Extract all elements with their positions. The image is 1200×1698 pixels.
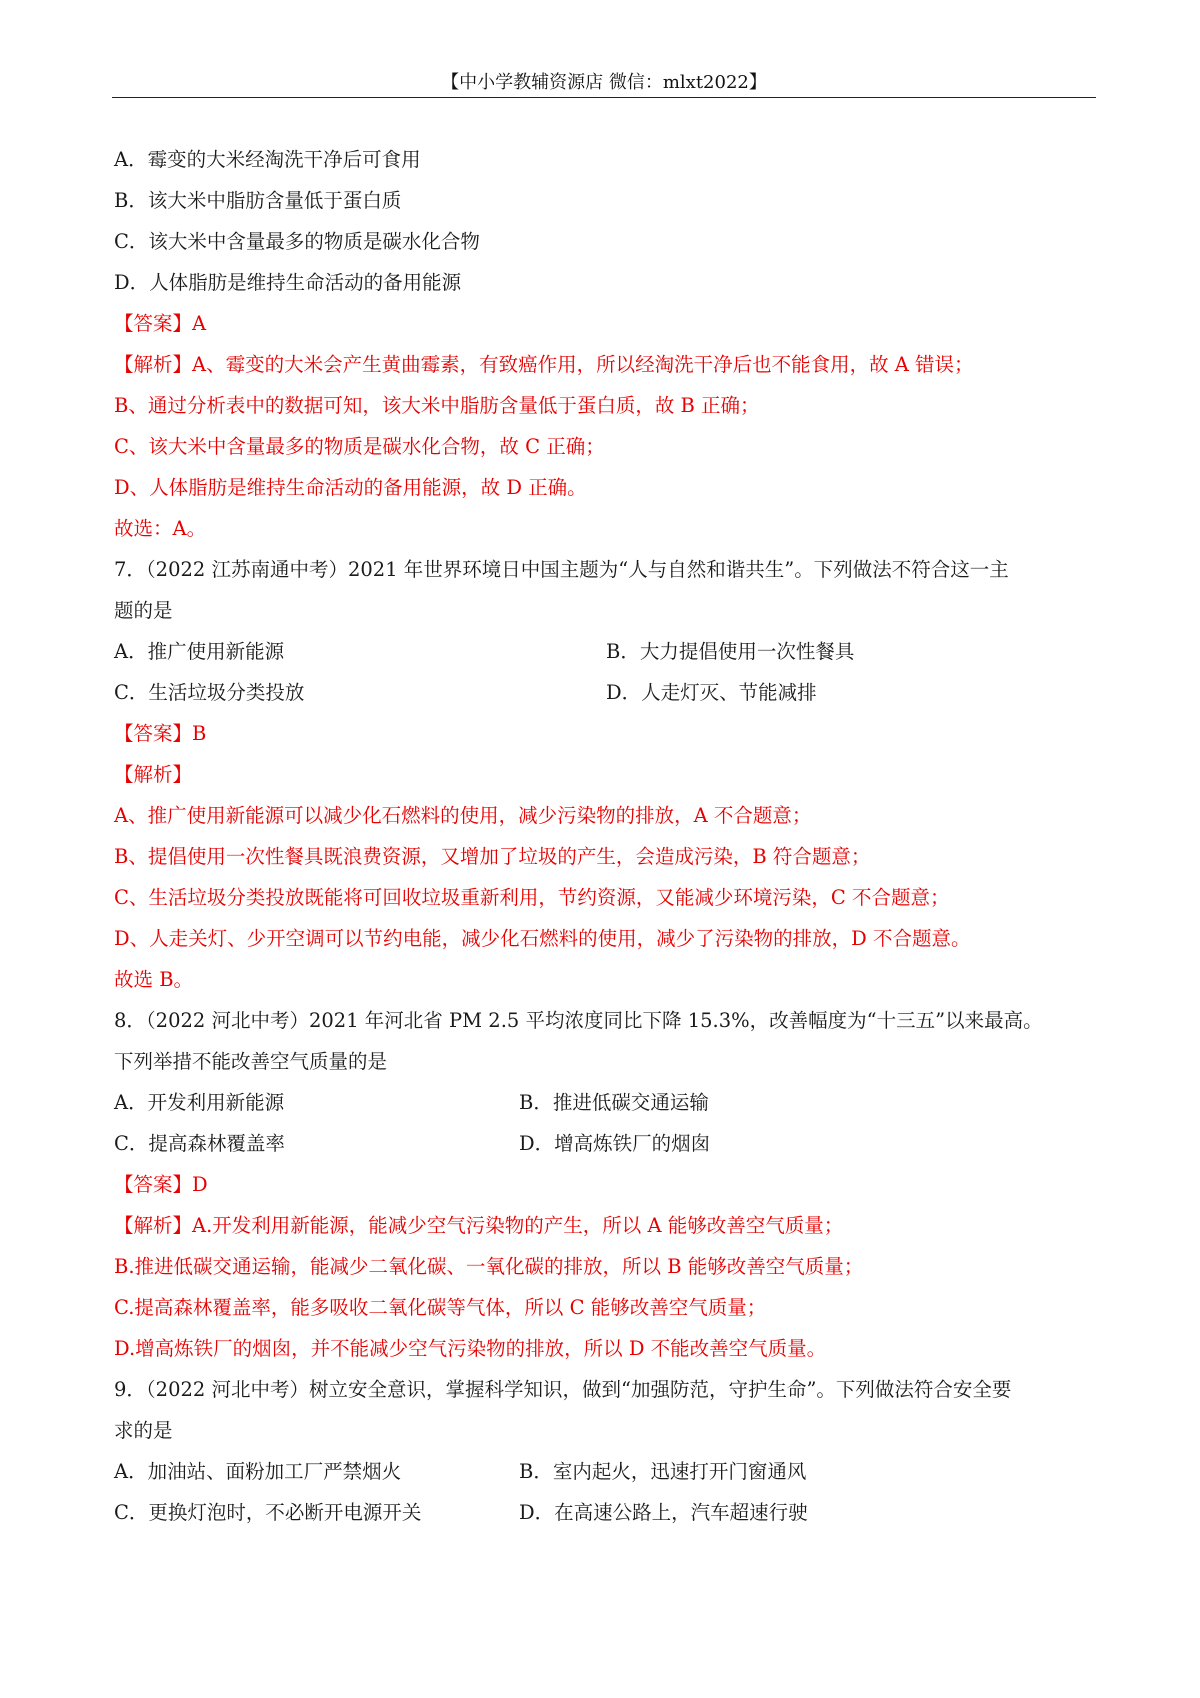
q9-option-d: D．在高速公路上，汽车超速行驶 xyxy=(519,1501,808,1524)
header-divider xyxy=(112,97,1096,98)
q6-analysis-line: 【解析】A、霉变的大米会产生黄曲霉素，有致癌作用，所以经淘洗干净后也不能食用，故 A 错误； xyxy=(114,353,974,376)
q6-option-b: B．该大米中脂肪含量低于蛋白质 xyxy=(114,189,402,212)
q9-stem-line: 9．（2022 河北中考）树立安全意识，掌握科学知识，做到“加强防范，守护生命”。下列做法符合安全要 xyxy=(114,1378,1012,1401)
q7-analysis-line: D、人走关灯、少开空调可以节约电能，减少化石燃料的使用，减少了污染物的排放，D 不合题意。 xyxy=(114,927,971,950)
q7-option-c: C．生活垃圾分类投放 xyxy=(114,681,305,704)
q6-analysis-line: B、通过分析表中的数据可知，该大米中脂肪含量低于蛋白质，故 B 正确； xyxy=(114,394,760,417)
q8-option-a: A．开发利用新能源 xyxy=(114,1091,285,1114)
q7-stem-line: 7．（2022 江苏南通中考）2021 年世界环境日中国主题为“人与自然和谐共生”。下列做法不符合这一主 xyxy=(114,558,1009,581)
q8-answer: 【答案】D xyxy=(114,1173,208,1196)
q8-stem-line: 8．（2022 河北中考）2021 年河北省 PM 2.5 平均浓度同比下降 15.3%，改善幅度为“十三五”以来最高。 xyxy=(114,1009,1043,1032)
q6-option-a: A．霉变的大米经淘洗干净后可食用 xyxy=(114,148,421,171)
q8-analysis-line: D.增高炼铁厂的烟囱，并不能减少空气污染物的排放，所以 D 不能改善空气质量。 xyxy=(114,1337,827,1360)
q7-analysis-line: A、推广使用新能源可以减少化石燃料的使用，减少污染物的排放，A 不合题意； xyxy=(114,804,812,827)
q9-option-a: A．加油站、面粉加工厂严禁烟火 xyxy=(114,1460,402,1483)
q7-option-a: A．推广使用新能源 xyxy=(114,640,285,663)
q8-option-b: B．推进低碳交通运输 xyxy=(519,1091,709,1114)
q8-option-d: D．增高炼铁厂的烟囱 xyxy=(519,1132,711,1155)
q7-conclusion: 故选 B。 xyxy=(114,968,194,991)
q9-option-b: B．室内起火，迅速打开门窗通风 xyxy=(519,1460,807,1483)
q9-stem-line: 求的是 xyxy=(114,1419,173,1442)
q7-option-d: D．人走灯灭、节能减排 xyxy=(606,681,817,704)
page-header: 【中小学教辅资源店 微信：mlxt2022】 xyxy=(441,72,767,93)
q6-answer: 【答案】A xyxy=(114,312,207,335)
q7-option-b: B．大力提倡使用一次性餐具 xyxy=(606,640,855,663)
q8-analysis-line: C.提高森林覆盖率，能多吸收二氧化碳等气体，所以 C 能够改善空气质量； xyxy=(114,1296,767,1319)
q7-answer: 【答案】B xyxy=(114,722,207,745)
q8-analysis-line: 【解析】A.开发利用新能源，能减少空气污染物的产生，所以 A 能够改善空气质量； xyxy=(114,1214,844,1237)
q8-stem-line: 下列举措不能改善空气质量的是 xyxy=(114,1050,388,1073)
q8-analysis-line: B.推进低碳交通运输，能减少二氧化碳、一氧化碳的排放，所以 B 能够改善空气质量； xyxy=(114,1255,864,1278)
q6-analysis-line: D、人体脂肪是维持生命活动的备用能源，故 D 正确。 xyxy=(114,476,587,499)
q6-option-d: D．人体脂肪是维持生命活动的备用能源 xyxy=(114,271,462,294)
q8-option-c: C．提高森林覆盖率 xyxy=(114,1132,285,1155)
q6-analysis-line: C、该大米中含量最多的物质是碳水化合物，故 C 正确； xyxy=(114,435,605,458)
q7-analysis-line: C、生活垃圾分类投放既能将可回收垃圾重新利用，节约资源，又能减少环境污染，C 不合题意； xyxy=(114,886,950,909)
q7-analysis-line: B、提倡使用一次性餐具既浪费资源，又增加了垃圾的产生，会造成污染，B 符合题意； xyxy=(114,845,871,868)
q7-analysis-title: 【解析】 xyxy=(114,763,193,786)
q6-conclusion: 故选：A。 xyxy=(114,517,207,540)
q6-option-c: C．该大米中含量最多的物质是碳水化合物 xyxy=(114,230,480,253)
q7-stem-line: 题的是 xyxy=(114,599,173,622)
q9-option-c: C．更换灯泡时，不必断开电源开关 xyxy=(114,1501,422,1524)
